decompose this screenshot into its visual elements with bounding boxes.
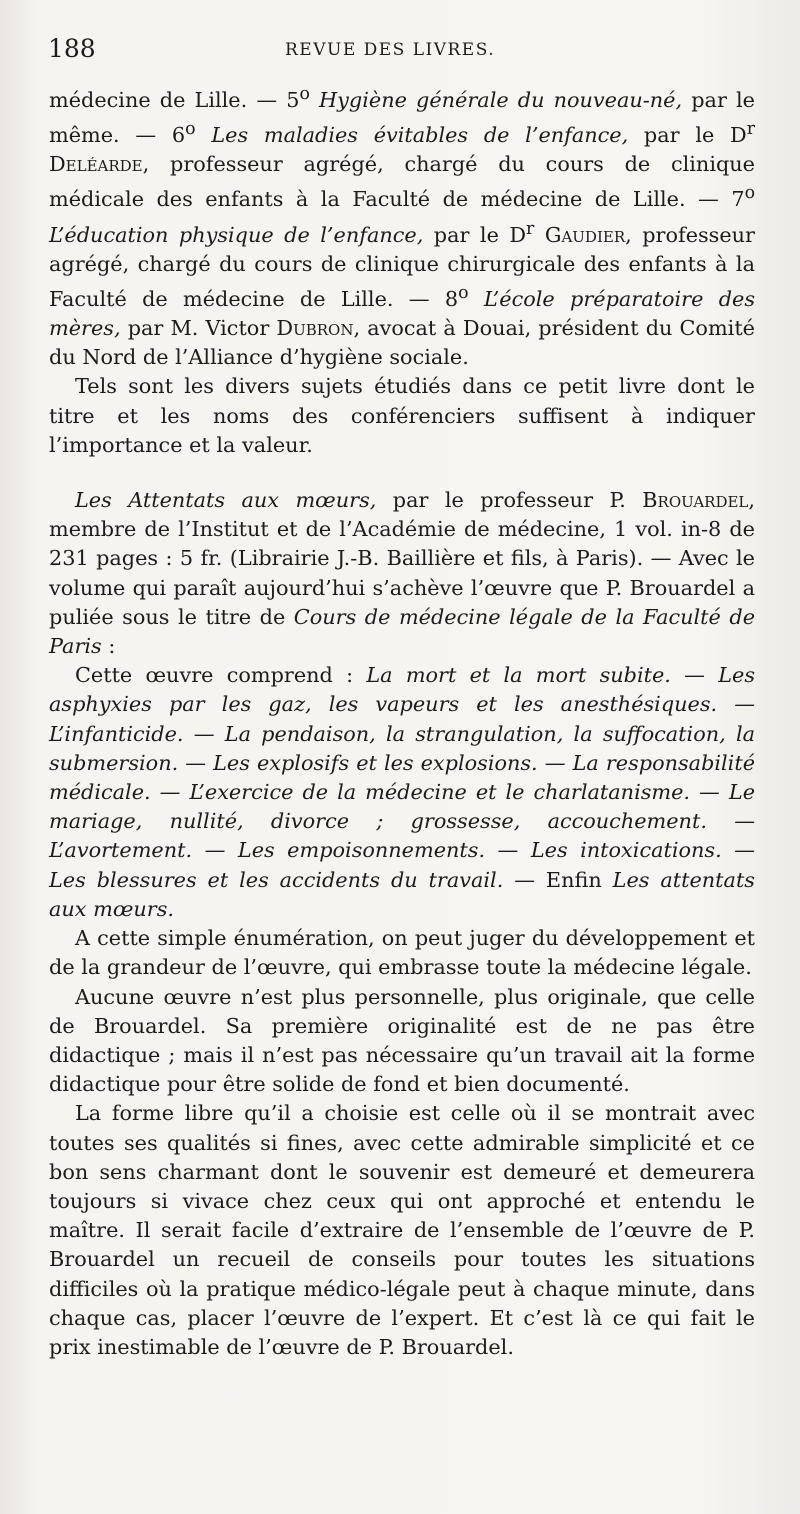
lecture-title: L’éducation physique de l’enfance, bbox=[49, 222, 424, 247]
author-name: Brouardel bbox=[642, 488, 749, 513]
text-run: , professeur agrégé, chargé du cours de clinique médicale des enfants à la Faculté de médecine de Lille. — 7 bbox=[49, 152, 755, 212]
text-run: : bbox=[101, 634, 116, 659]
body-text bbox=[49, 80, 755, 1362]
text-run: , professeur agrégé, chargé du cours de clinique chirurgicale des enfants à la Faculté de médecine de Lille. — 8 bbox=[49, 222, 755, 311]
text-run: par le D bbox=[628, 123, 747, 148]
text-run bbox=[534, 223, 544, 247]
volume-list: La mort et la mort subite. — Les asphyxies par les gaz, les vapeurs et les anesthésiques. — L’infanticide. — La pendaison, la strangulation, la suffocation, la submersion. — Les explosifs et les explosions. — La responsabilité médicale. — L’exercice de la médecine et le charlatanisme. — Le mariage, nullité, divorce ; grossesse, accouchement. — L’avortement. — Les empoisonnements. — Les intoxications. — Les blessures et les accidents du travail. bbox=[49, 663, 755, 892]
text-run: par le D bbox=[423, 222, 527, 247]
text-run bbox=[469, 287, 484, 311]
lecture-title: L’école préparatoire des mères, bbox=[49, 286, 755, 341]
course-title: Cours de médecine légale de la Faculté de Paris bbox=[49, 604, 755, 659]
text-run: Cette œuvre comprend : bbox=[75, 663, 367, 688]
paragraph-review-entry bbox=[49, 486, 755, 661]
section-gap bbox=[49, 460, 755, 486]
paragraph-enumeration: A cette simple énumération, on peut juger du développement et de la grandeur de l’œuvre, qui embrasse toute la médecine légale. bbox=[49, 926, 755, 980]
page-number: 188 bbox=[48, 34, 96, 63]
ordinal-suffix: o bbox=[299, 84, 310, 104]
text-run: , avocat à Douai, président du Comité du Nord de l’Alliance d’hygiène sociale. bbox=[49, 316, 755, 370]
paragraph-summary: Tels sont les divers sujets étudiés dans ce petit livre dont le titre et les noms des conférenciers suffisent à indiquer l’importance et la valeur. bbox=[49, 374, 755, 457]
paragraph-contents bbox=[49, 661, 755, 924]
paragraph-originality: Aucune œuvre n’est plus personnelle, plus originale, que celle de Brouardel. Sa première originalité est de ne pas être didactique ; mais il n’est pas nécessaire qu’un travail ait la forme didactique pour être solide de fond et bien documenté. bbox=[49, 984, 755, 1097]
page-header bbox=[48, 34, 752, 68]
ordinal-suffix: o bbox=[458, 282, 469, 303]
text-run: par M. Victor bbox=[120, 316, 277, 341]
lecture-title: Hygiène générale du nouveau-né, bbox=[319, 87, 683, 112]
text-run: médecine de Lille. — 5 bbox=[49, 87, 300, 112]
ordinal-suffix: o bbox=[744, 183, 755, 204]
title-suffix: r bbox=[746, 119, 755, 140]
ordinal-suffix: o bbox=[185, 119, 196, 140]
title-suffix: r bbox=[526, 218, 535, 239]
paragraph-conclusion: La forme libre qu’il a choisie est celle où il se montrait avec toutes ses qualités si fines, avec cette admirable simplicité et ce bon sens charmant dont le souvenir est demeuré et demeurera toujours si vivace chez ceux qui ont approché et entendu le maître. Il serait facile d’extraire de l’ensemble de l’œuvre de P. Brouardel un recueil de conseils pour toutes les situations difficiles où la pratique médico-légale peut à chaque minute, dans chaque cas, placer l’œuvre de l’expert. Et c’est là ce qui fait le prix inestimable de l’œuvre de P. Brouardel. bbox=[49, 1101, 755, 1359]
text-run: par le professeur P. bbox=[376, 488, 643, 513]
lecture-title: Les maladies évitables de l’enfance, bbox=[211, 123, 629, 148]
running-title: REVUE DES LIVRES. bbox=[285, 40, 496, 60]
text-run: par le même. — 6 bbox=[49, 87, 755, 148]
author-name: Deléarde bbox=[49, 152, 143, 177]
text-run bbox=[196, 123, 212, 147]
author-name: Gaudier bbox=[544, 222, 626, 247]
paragraph-lille-lectures bbox=[49, 80, 755, 372]
text-run bbox=[310, 88, 319, 112]
author-name: Dubron bbox=[276, 316, 354, 341]
book-title: Les attentats aux mœurs. bbox=[49, 867, 755, 921]
text-run: , membre de l’Institut et de l’Académie de médecine, 1 vol. in-8 de 231 pages : 5 fr. (Librairie J.-B. Baillière et fils, à Paris). — Avec le volume qui paraît aujourd’hui s’achève l’œuvre que P. Brouardel a puliée sous le titre de bbox=[49, 488, 756, 629]
text-run: — Enfin bbox=[503, 867, 613, 892]
book-title: Les Attentats aux mœurs, bbox=[75, 488, 377, 513]
